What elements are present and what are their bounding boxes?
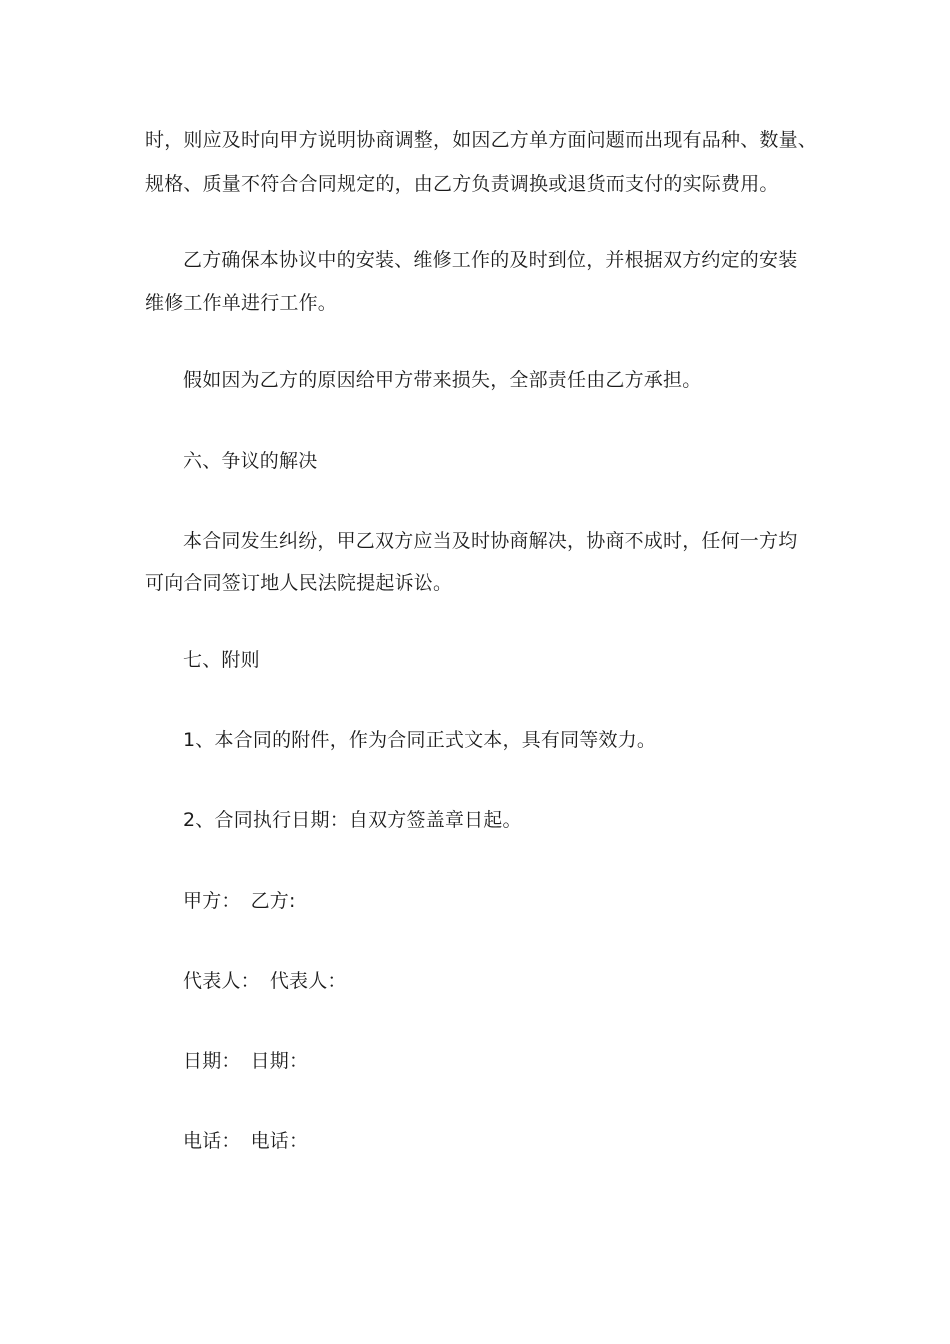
paragraph-line: 维修工作单进行工作。 [145,292,338,314]
clause-item: 1、本合同的附件，作为合同正式文本，具有同等效力。 [183,729,657,751]
paragraph-line: 本合同发生纠纷，甲乙双方应当及时协商解决，协商不成时，任何一方均 [183,530,798,552]
signature-representative-row [183,969,347,993]
signature-phone-row [183,1129,308,1153]
paragraph-line: 规格、质量不符合合同规定的，由乙方负责调换或退货而支付的实际费用。 [145,173,779,195]
party-a-date-label: 日期： [183,1050,241,1072]
paragraph-line: 假如因为乙方的原因给甲方带来损失，全部责任由乙方承担。 [183,369,702,391]
signature-party-row [183,889,296,913]
party-b-date-label: 日期： [250,1050,309,1072]
paragraph-line: 可向合同签订地人民法院提起诉讼。 [145,572,453,594]
paragraph-line: 乙方确保本协议中的安装、维修工作的及时到位，并根据双方约定的安装 [183,249,798,271]
section-heading: 七、附则 [183,649,260,671]
clause-item: 2、合同执行日期：自双方签盖章日起。 [183,809,522,831]
party-b-representative-label: 代表人： [269,970,347,992]
signature-date-row [183,1049,308,1073]
party-b-phone-label: 电话： [250,1130,309,1152]
party-a-representative-label: 代表人： [183,970,260,992]
party-a-label: 甲方： [183,890,241,912]
party-b-label: 乙方: [250,890,296,912]
party-a-phone-label: 电话： [183,1130,241,1152]
section-heading: 六、争议的解决 [183,450,318,472]
paragraph-line: 时，则应及时向甲方说明协商调整，如因乙方单方面问题而出现有品种、数量、 [145,129,818,151]
